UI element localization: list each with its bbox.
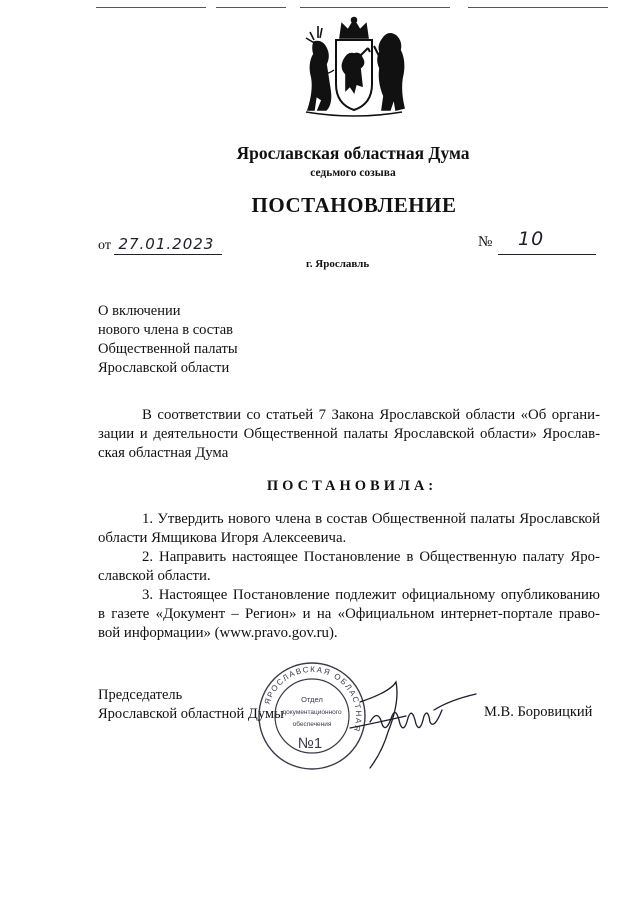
city: г. Ярославль bbox=[306, 258, 370, 270]
preamble-paragraph bbox=[98, 406, 600, 464]
date-underline bbox=[114, 254, 222, 255]
stamp-line: Отдел bbox=[301, 695, 323, 704]
coat-of-arms-icon bbox=[296, 12, 412, 118]
document-type-title: ПОСТАНОВЛЕНИЕ bbox=[251, 193, 457, 217]
item-line: 2. Направить настоящее Постановление в Общественную палату Яро- bbox=[142, 549, 600, 565]
subject-line: О включении bbox=[98, 303, 181, 319]
subject-line: нового члена в состав bbox=[98, 322, 234, 338]
document-subject bbox=[98, 302, 238, 378]
stamp-line: документационного bbox=[282, 709, 342, 716]
number-underline bbox=[498, 254, 596, 255]
convocation: седьмого созыва bbox=[310, 167, 396, 179]
date-value: 27.01.2023 bbox=[118, 235, 215, 253]
top-rule-far bbox=[468, 7, 608, 8]
number-value: 10 bbox=[518, 228, 545, 250]
position-line: Председатель bbox=[98, 687, 183, 703]
handwritten-signature-icon bbox=[330, 672, 480, 772]
item-line: в газете «Документ – Регион» и на «Официальном интернет-портале право- bbox=[98, 606, 600, 623]
signatory-name: М.В. Боровицкий bbox=[484, 704, 593, 720]
item-line: вой информации» (www.pravo.gov.ru). bbox=[98, 625, 338, 642]
top-rule-mid bbox=[216, 7, 286, 8]
organization-name: Ярославская областная Дума bbox=[236, 143, 470, 163]
preamble-line: В соответствии со статьей 7 Закона Ярославской области «Об органи- bbox=[142, 407, 600, 423]
resolution-item-1 bbox=[98, 510, 600, 548]
stamp-number: №1 bbox=[297, 735, 323, 752]
resolution-item-2 bbox=[98, 548, 600, 586]
date-line bbox=[98, 235, 214, 254]
resolved-heading: ПОСТАНОВИЛА: bbox=[266, 478, 438, 494]
item-line: славской области. bbox=[98, 568, 211, 585]
preamble-line: зации и деятельности Общественной палаты Ярославской области» Ярослав- bbox=[98, 426, 600, 443]
stamp-ring-text: ЯРОСЛАВСКАЯ ОБЛАСТНАЯ bbox=[262, 664, 364, 734]
stamp-line: обеспечения bbox=[292, 721, 332, 728]
number-label: № bbox=[478, 234, 493, 250]
subject-line: Общественной палаты bbox=[98, 341, 238, 357]
position-line: Ярославской областной Думы bbox=[98, 706, 284, 722]
preamble-line: ская областная Дума bbox=[98, 445, 229, 462]
top-rule-right bbox=[300, 7, 450, 8]
resolution-item-3 bbox=[98, 586, 600, 644]
subject-line: Ярославской области bbox=[98, 360, 230, 376]
top-rule-left bbox=[96, 7, 206, 8]
item-line: 1. Утвердить нового члена в состав Общественной палаты Ярославской bbox=[142, 511, 600, 527]
item-line: 3. Настоящее Постановление подлежит официальному опубликованию bbox=[142, 587, 600, 603]
item-line: области Ямщикова Игоря Алексеевича. bbox=[98, 530, 347, 547]
date-prefix: от bbox=[98, 238, 111, 253]
